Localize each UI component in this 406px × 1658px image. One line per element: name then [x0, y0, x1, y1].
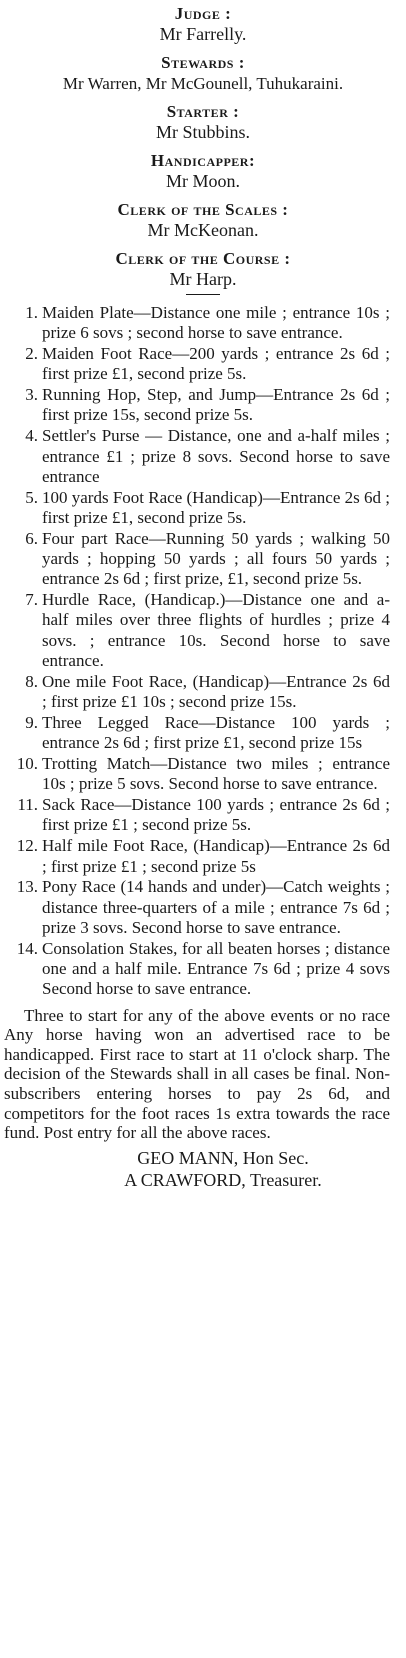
official-clerk-scales: [0, 200, 406, 241]
event-number: 14.: [16, 938, 38, 958]
event-number: 6.: [25, 528, 38, 548]
event-text: Consolation Stakes, for all beaten horses ; distance one and a half mile. Entrance 7s 6d ; prize 4 sovs Second horse to save entrance.: [42, 938, 390, 999]
event-number: 10.: [16, 754, 38, 774]
event-item: [0, 713, 390, 754]
secretary-signature: GEO MANN, Hon Sec.: [137, 1147, 309, 1168]
event-item: [0, 754, 390, 795]
event-text: One mile Foot Race, (Handicap)—Entrance 2s 6d ; first prize £1 10s ; second prize 15s.: [42, 671, 390, 712]
official-name: Mr Moon.: [165, 171, 240, 191]
official-handicapper: [0, 151, 406, 192]
official-stewards: [0, 53, 406, 94]
event-item: [0, 303, 390, 344]
office-title: Judge :: [174, 4, 232, 23]
signoff-block: [0, 1143, 406, 1191]
event-number: 7.: [25, 590, 38, 610]
event-text: Three Legged Race—Distance 100 yards ; entrance 2s 6d ; first prize £1, second prize 15s: [42, 712, 390, 753]
event-number: 4.: [25, 426, 38, 446]
event-text: Half mile Foot Race, (Handicap)—Entrance 2s 6d ; first prize £1 ; second prize 5s: [42, 836, 390, 876]
official-name: Mr Warren, Mr McGounell, Tuhukaraini.: [62, 74, 344, 93]
official-judge: [0, 4, 406, 45]
events-list: [0, 303, 406, 1000]
event-number: 9.: [25, 712, 38, 732]
official-name: Mr Stubbins.: [155, 122, 251, 142]
event-number: 8.: [25, 671, 38, 691]
event-text: Trotting Match—Distance two miles ; entrance 10s ; prize 5 sovs. Second horse to save entrance.: [42, 754, 390, 794]
event-item: [0, 385, 390, 426]
event-text: 100 yards Foot Race (Handicap)—Entrance 2s 6d ; first prize £1, second prize 5s.: [42, 487, 390, 527]
event-number: 3.: [25, 385, 38, 405]
notice-page: [0, 4, 406, 1658]
official-clerk-course: [0, 249, 406, 290]
event-item: [0, 488, 390, 529]
divider-rule: [186, 294, 220, 295]
office-title: Handicapper:: [150, 151, 256, 170]
event-text: Pony Race (14 hands and under)—Catch weights ; distance three-quarters of a mile ; entrance 7s 6d ; prize 3 sovs. Second horse to save entrance.: [42, 877, 390, 937]
event-number: 2.: [25, 344, 38, 364]
official-name: Mr Harp.: [169, 269, 237, 289]
office-title: Clerk of the Course :: [115, 249, 291, 268]
official-name: Mr McKeonan.: [147, 220, 259, 240]
treasurer-signature: A CRAWFORD, Treasurer.: [124, 1169, 322, 1190]
event-item: [0, 877, 390, 938]
event-text: Four part Race—Running 50 yards ; walking 50 yards ; hopping 50 yards ; all fours 50 yards ; entrance 2s 6d ; first prize, £1, second prize 5s.: [42, 528, 390, 589]
event-item: [0, 672, 390, 713]
office-title: Clerk of the Scales :: [117, 200, 289, 219]
event-number: 11.: [17, 795, 38, 815]
event-text: Running Hop, Step, and Jump—Entrance 2s 6d ; first prize 15s, second prize 5s.: [42, 385, 390, 425]
event-item: [0, 344, 390, 385]
event-number: 5.: [25, 487, 38, 507]
event-item: [0, 529, 390, 590]
conditions-paragraph: Three to start for any of the above events or no race Any horse having won an advertised race to be handicapped. First race to start at 11 o'clock sharp. The decision of the Stewards shall in all cases be final. Non-subscribers entering horses to pay 2s 6d, and competitors for the foot races 1s extra towards the race fund. Post entry for all the above races.: [4, 1005, 390, 1143]
officials-block: [0, 4, 406, 295]
event-item: [0, 590, 390, 671]
event-number: 12.: [16, 836, 38, 856]
event-item: [0, 836, 390, 877]
event-text: Hurdle Race, (Handicap.)—Distance one and a-half miles over three flights of hurdles ; prize 4 sovs. ; entrance 10s. Second horse to save entrance.: [42, 590, 390, 671]
event-item: [0, 426, 390, 487]
office-title: Stewards :: [161, 53, 245, 72]
event-number: 13.: [16, 877, 38, 897]
event-text: Maiden Plate—Distance one mile ; entrance 10s ; prize 6 sovs ; second horse to save entrance.: [42, 303, 390, 343]
office-title: Starter :: [166, 102, 240, 121]
event-item: [0, 939, 390, 1000]
official-starter: [0, 102, 406, 143]
event-text: Sack Race—Distance 100 yards ; entrance 2s 6d ; first prize £1 ; second prize 5s.: [42, 795, 390, 835]
event-item: [0, 795, 390, 836]
event-text: Settler's Purse — Distance, one and a-half miles ; entrance £1 ; prize 8 sovs. Second horse to save entrance: [42, 426, 390, 486]
event-text: Maiden Foot Race—200 yards ; entrance 2s 6d ; first prize £1, second prize 5s.: [42, 344, 390, 384]
official-name: Mr Farrelly.: [159, 24, 247, 44]
event-number: 1.: [25, 303, 38, 322]
